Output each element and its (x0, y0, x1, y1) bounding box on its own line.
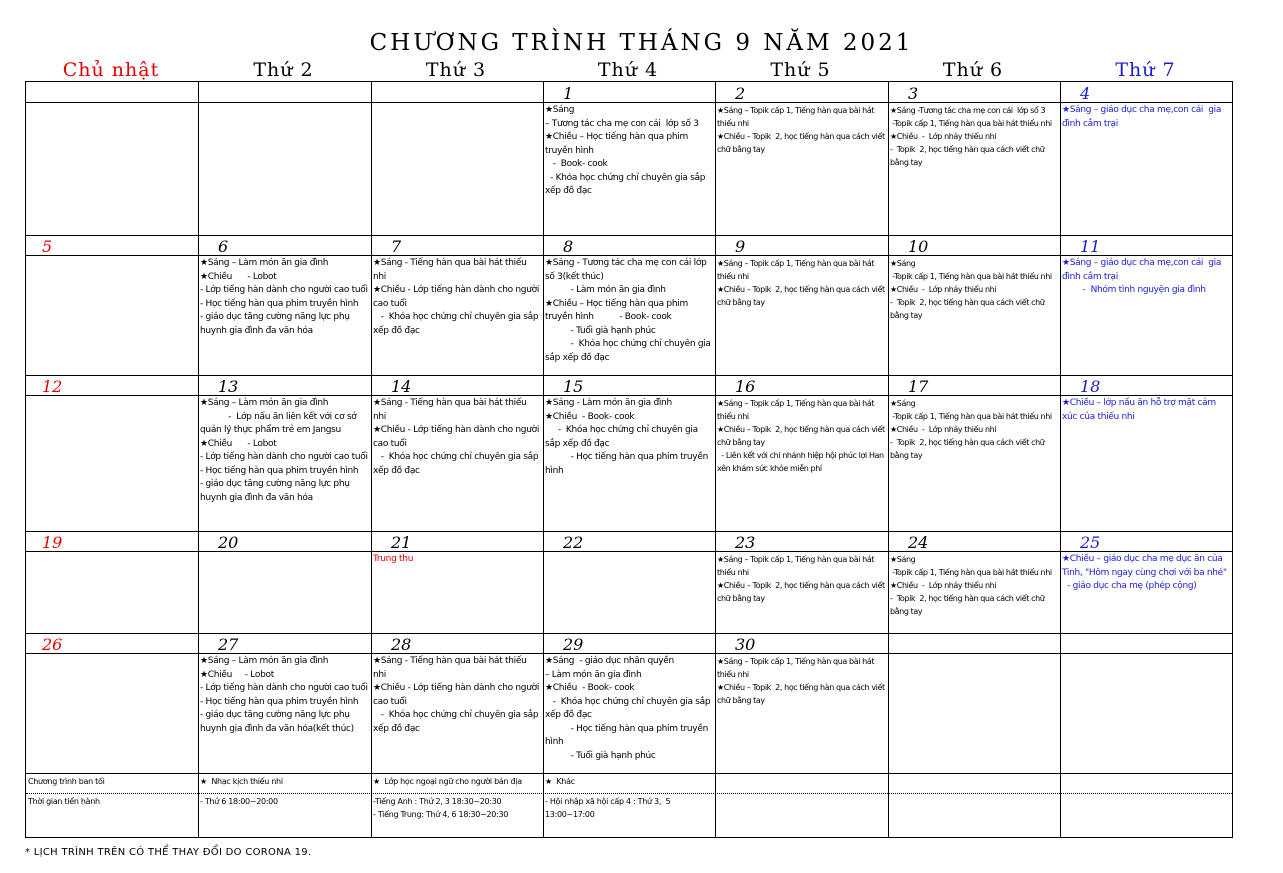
grid-row-divider (26, 375, 1232, 376)
day-schedule-text: Trung thu (373, 554, 414, 564)
day-schedule-text: ★Sáng – Topik cấp 1, Tiếng hàn qua bài hát thiếu nhi ★Chiều – Topik 2, học tiếng hàn qua cách viết chữ bằng tay (717, 106, 885, 154)
day-number: 5 (42, 237, 53, 256)
day-number: 14 (391, 377, 412, 396)
grid-row-divider (26, 633, 1232, 634)
weekday-header-7: Thứ 7 (1115, 59, 1176, 81)
day-number: 24 (908, 533, 929, 552)
day-schedule-text: ★Sáng -Topik cấp 1, Tiếng hàn qua bài hát thiếu nhi ★Chiều - Lớp nhảy thiếu nhi - Topik 2, học tiếng hàn qua cách viết chữ bằng tay (890, 399, 1052, 460)
day-schedule-text: ★Sáng -Topik cấp 1, Tiếng hàn qua bài hát thiếu nhi ★Chiều - Lớp nhảy thiếu nhi - Topik 2, học tiếng hàn qua cách viết chữ bằng tay (890, 259, 1052, 320)
day-number: 13 (218, 377, 239, 396)
day-number: 21 (391, 533, 412, 552)
grid-row-divider (26, 235, 1232, 236)
day-number: 23 (735, 533, 756, 552)
day-schedule-text: ★Sáng - Làm món ăn gia đình ★Chiều - Book- cook - Khóa học chứng chỉ chuyên gia sắp xếp đồ đạc - Học tiếng hàn qua phim truyền hình (545, 398, 708, 476)
weekday-header-4: Thứ 4 (597, 59, 659, 81)
day-number: 1 (563, 84, 574, 103)
day-schedule-text: ★Sáng - Tiếng hàn qua bài hát thiếu nhi ★Chiều - Lớp tiếng hàn dành cho người cao tuổi - Khóa học chứng chỉ chuyên gia sắp xếp đồ đạc (373, 656, 540, 734)
day-number: 20 (218, 533, 239, 552)
day-schedule-text: ★Sáng - giáo dục nhân quyền – Làm món ăn gia đình ★Chiều - Book- cook - Khóa học chứng chỉ chuyên gia sắp xếp đồ đạc - Học tiếng hàn qua phim truyền hình - Tuổi già hạnh phúc (545, 656, 711, 761)
day-number: 9 (735, 237, 746, 256)
day-schedule-text: ★Sáng – giáo dục cha mẹ,con cái gia đình cắm trại - Nhóm tình nguyện gia đình (1062, 258, 1222, 295)
grid-column-divider (888, 82, 889, 837)
footer-cell-text: ★ Lớp học ngoại ngữ cho người bản địa (373, 777, 522, 786)
day-number: 30 (735, 635, 756, 654)
grid-row-divider (26, 773, 1232, 774)
day-schedule-text: ★Sáng – Topik cấp 1, Tiếng hàn qua bài hát thiếu nhi ★Chiều – Topik 2, học tiếng hàn qua cách viết chữ bằng tay (717, 555, 885, 603)
day-number: 7 (391, 237, 402, 256)
grid-row-divider (26, 551, 1232, 552)
weekday-header-3: Thứ 3 (425, 59, 487, 81)
day-schedule-text: ★Sáng – giáo dục cha mẹ,con cái gia đình cắm trại (1062, 105, 1224, 129)
footer-row-label: Thời gian tiến hành (28, 797, 100, 806)
page-title: CHƯƠNG TRÌNH THÁNG 9 NĂM 2021 (369, 30, 914, 56)
day-schedule-text: ★Sáng – Tương tác cha mẹ con cái lớp số 3 ★Chiều – Học tiếng hàn qua phim truyền hình - Book- cook - Khóa học chứng chỉ chuyên gia sắp xếp đồ đạc (545, 105, 706, 196)
footer-cell-text: - Hội nhập xã hội cấp 4 : Thứ 3, 5 13:00~17:00 (545, 797, 671, 819)
calendar-grid (25, 81, 1233, 838)
weekday-header-5: Thứ 5 (770, 59, 831, 81)
day-schedule-text: ★Sáng – Topik cấp 1, Tiếng hàn qua bài hát thiếu nhi ★Chiều – Topik 2, học tiếng hàn qua cách viết chữ bằng tay (717, 259, 885, 307)
grid-column-divider (371, 82, 372, 837)
day-number: 10 (908, 237, 929, 256)
day-schedule-text: ★Sáng - Tương tác cha mẹ con cái lớp số 3(kết thúc) - Làm món ăn gia đình ★Chiều – Học tiếng hàn qua phim truyền hình - Book- cook - Tuổi già hạnh phúc - Khóa học chứng chỉ chuyên gia sắp xếp đồ đạc (545, 258, 711, 363)
day-schedule-text: ★Sáng -Topik cấp 1, Tiếng hàn qua bài hát thiếu nhi ★Chiều - Lớp nhảy thiếu nhi - Topik 2, học tiếng hàn qua cách viết chữ bằng tay (890, 555, 1052, 616)
day-number: 15 (563, 377, 584, 396)
footer-row-divider (26, 793, 1232, 794)
day-number: 4 (1080, 84, 1091, 103)
day-schedule-text: ★Sáng – Topik cấp 1, Tiếng hàn qua bài hát thiếu nhi ★Chiều – Topik 2, học tiếng hàn qua cách viết chữ bằng tay - Liên kết với chi nhánh hiệp hội phúc lợi Han xên khám sức khỏe miễn phí (717, 399, 885, 473)
grid-column-divider (543, 82, 544, 837)
grid-row-divider (26, 653, 1232, 654)
day-schedule-text: ★Sáng - Tiếng hàn qua bài hát thiếu nhi ★Chiều - Lớp tiếng hàn dành cho người cao tuổi - Khóa học chứng chỉ chuyên gia sắp xếp đồ đạc (373, 398, 540, 476)
footer-row-label: Chương trình ban tối (28, 777, 105, 786)
day-schedule-text: ★Chiều – lớp nấu ăn hỗ trợ mặt cảm xúc của thiếu nhi (1062, 398, 1219, 422)
day-number: 3 (908, 84, 919, 103)
weekday-header-6: Thứ 6 (942, 59, 1004, 81)
day-number: 28 (391, 635, 412, 654)
weekday-header-2: Thứ 2 (253, 59, 314, 81)
day-number: 11 (1080, 237, 1101, 256)
day-schedule-text: ★Sáng -Tương tác cha mẹ con cái lớp số 3 -Topik cấp 1, Tiếng hàn qua bài hát thiếu nhi ★Chiều - Lớp nhảy thiếu nhi - Topik 2, học tiếng hàn qua cách viết chữ bằng tay (890, 106, 1052, 167)
day-number: 18 (1080, 377, 1101, 396)
day-number: 8 (563, 237, 574, 256)
grid-row-divider (26, 395, 1232, 396)
day-number: 27 (218, 635, 239, 654)
grid-row-divider (26, 102, 1232, 103)
day-schedule-text: ★Chiều – giáo dục cha mẹ dục ăn của Tinh, "Hôm ngay cùng chơi với ba nhé" - giáo dục cha mẹ (phép cộng) (1062, 554, 1227, 591)
grid-column-divider (1060, 82, 1061, 837)
day-number: 17 (908, 377, 929, 396)
day-number: 25 (1080, 533, 1101, 552)
grid-row-divider (26, 531, 1232, 532)
day-schedule-text: ★Sáng – Làm món ăn gia đình - Lớp nấu ăn liên kết với cơ sở quản lý thực phẩm trẻ em Jangsu ★Chiều - Lobot - Lớp tiếng hàn dành cho người cao tuổi - Học tiếng hàn qua phim truyền hình - giáo dục tăng cường năng lực phụ huynh gia đình đa văn hóa (200, 398, 368, 503)
day-number: 22 (563, 533, 584, 552)
grid-column-divider (715, 82, 716, 837)
day-schedule-text: ★Sáng - Tiếng hàn qua bài hát thiếu nhi ★Chiều - Lớp tiếng hàn dành cho người cao tuổi - Khóa học chứng chỉ chuyên gia sắp xếp đồ đạc (373, 258, 540, 336)
day-number: 19 (42, 533, 63, 552)
footer-cell-text: ★ Khác (545, 777, 575, 786)
footer-cell-text: ★ Nhạc kịch thiếu nhi (200, 777, 283, 786)
day-schedule-text: ★Sáng – Topik cấp 1, Tiếng hàn qua bài hát thiếu nhi ★Chiều – Topik 2, học tiếng hàn qua cách viết chữ bằng tay (717, 657, 885, 705)
day-number: 16 (735, 377, 756, 396)
day-number: 29 (563, 635, 584, 654)
day-schedule-text: ★Sáng – Làm món ăn gia đình ★Chiều - Lobot - Lớp tiếng hàn dành cho người cao tuổi - Học tiếng hàn qua phim truyền hình - giáo dục tăng cường năng lực phụ huynh gia đình đa văn hóa (200, 258, 368, 336)
grid-column-divider (198, 82, 199, 837)
grid-row-divider (26, 255, 1232, 256)
day-number: 12 (42, 377, 63, 396)
day-schedule-text: ★Sáng – Làm món ăn gia đình ★Chiều - Lobot - Lớp tiếng hàn dành cho người cao tuổi - Học tiếng hàn qua phim truyền hình - giáo dục tăng cường năng lực phụ huynh gia đình đa văn hóa(kết thúc) (200, 656, 368, 734)
corona-note: * LỊCH TRÌNH TRÊN CÓ THỂ THAY ĐỔI DO CORONA 19. (25, 847, 312, 858)
day-number: 26 (42, 635, 63, 654)
weekday-header-1: Chủ nhật (62, 59, 160, 81)
footer-cell-text: -Tiếng Anh : Thứ 2, 3 18:30~20:30 - Tiếng Trung: Thứ 4, 6 18:30~20:30 (373, 797, 509, 819)
day-number: 6 (218, 237, 229, 256)
footer-cell-text: - Thứ 6 18:00~20:00 (200, 797, 278, 806)
day-number: 2 (735, 84, 746, 103)
